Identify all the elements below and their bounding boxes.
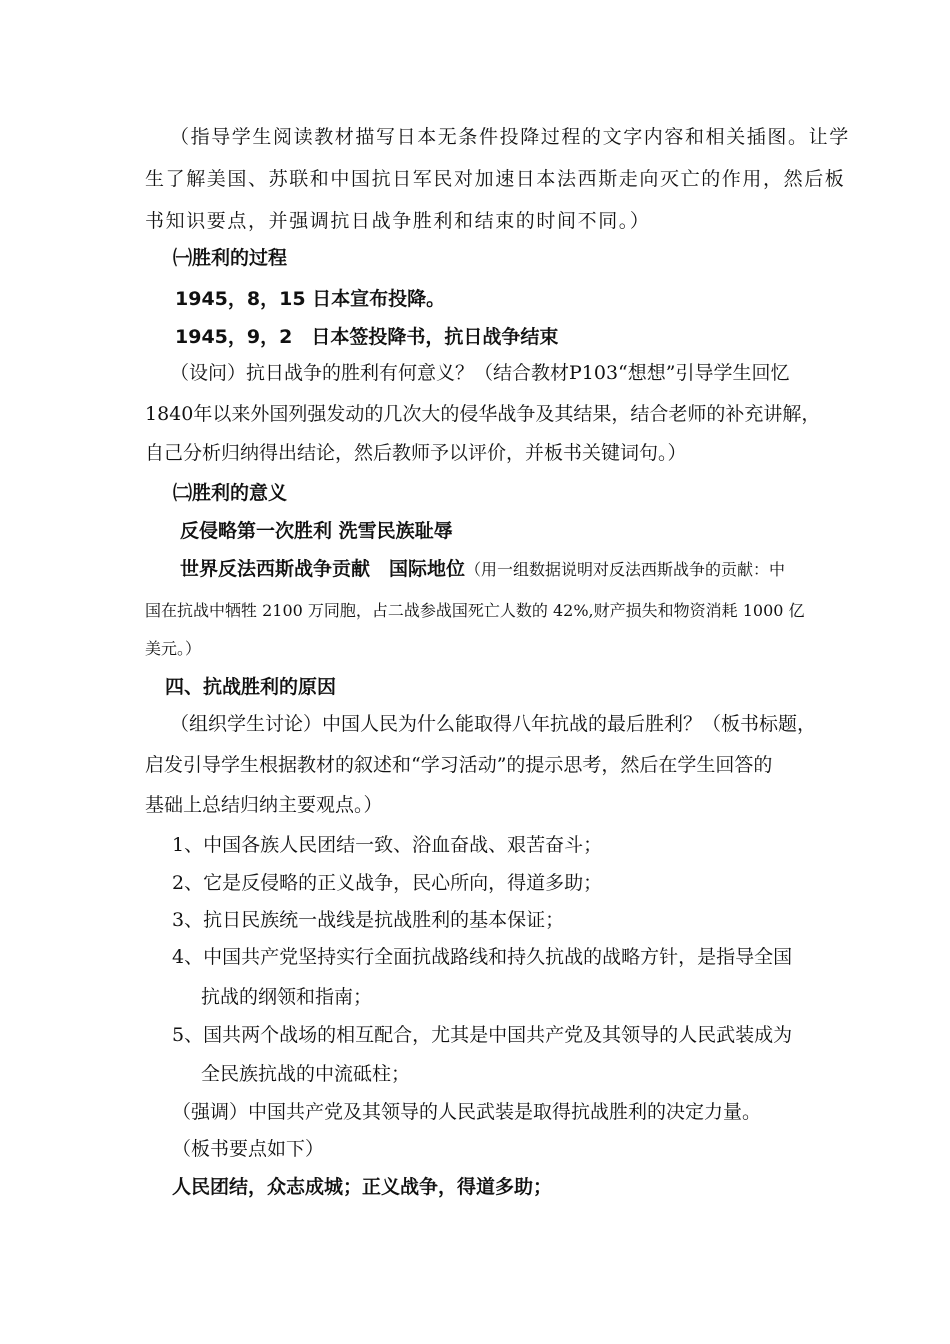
board-note-label: （板书要点如下）: [172, 1138, 325, 1160]
reason-item: 2、它是反侵略的正义战争，民心所向，得道多助；: [172, 872, 603, 894]
paragraph-line: 书知识要点，并强调抗日战争胜利和结束的时间不同。）: [145, 210, 651, 232]
paragraph-line: （设问）抗日战争的胜利有何意义？（结合教材P103“想想”引导学生回忆: [170, 362, 790, 384]
note-text: （用一组数据说明对反法西斯战争的贡献：中: [465, 560, 786, 579]
paragraph-line: 生了解美国、苏联和中国抗日军民对加速日本法西斯走向灭亡的作用，然后板: [145, 168, 846, 190]
paragraph-line: 基础上总结归纳主要观点。）: [145, 794, 383, 816]
section-heading-process: ㈠胜利的过程: [173, 247, 288, 269]
note-line: 国在抗战中牺牲 2100 万同胞，占二战参战国死亡人数的 42%,财产损失和物资消耗 1000 亿: [145, 601, 805, 620]
paragraph-line: 启发引导学生根据教材的叙述和“学习活动”的提示思考，然后在学生回答的: [145, 754, 773, 776]
emphasis-line: （强调）中国共产党及其领导的人民武装是取得抗战胜利的决定力量。: [172, 1101, 762, 1123]
significance-point: 世界反法西斯战争贡献 国际地位: [180, 558, 466, 580]
section-heading-reasons: 四、抗战胜利的原因: [165, 676, 337, 698]
significance-line: [180, 556, 785, 583]
reason-item-continued: 全民族抗战的中流砥柱；: [201, 1063, 411, 1085]
note-line: 美元。）: [145, 639, 202, 658]
timeline-entry: 1945，8，15 日本宣布投降。: [175, 288, 446, 310]
reason-item: 5、国共两个战场的相互配合，尤其是中国共产党及其领导的人民武装成为: [172, 1024, 793, 1046]
timeline-entry: 1945，9，2 日本签投降书，抗日战争结束: [175, 326, 559, 348]
paragraph-line: （组织学生讨论）中国人民为什么能取得八年抗战的最后胜利？（板书标题，: [170, 713, 817, 735]
reason-item-continued: 抗战的纲领和指南；: [201, 986, 373, 1008]
paragraph-line: （指导学生阅读教材描写日本无条件投降过程的文字内容和相关插图。让学: [170, 126, 850, 148]
significance-point: 反侵略第一次胜利 洗雪民族耻辱: [180, 520, 453, 542]
paragraph-line: 自己分析归纳得出结论，然后教师予以评价，并板书关键词句。）: [145, 442, 687, 464]
section-heading-significance: ㈡胜利的意义: [173, 482, 288, 504]
paragraph-line: 1840年以来外国列强发动的几次大的侵华战争及其结果，结合老师的补充讲解，: [145, 403, 821, 425]
reason-item: 1、中国各族人民团结一致、浴血奋战、艰苦奋斗；: [172, 834, 603, 856]
reason-item: 4、中国共产党坚持实行全面抗战路线和持久抗战的战略方针，是指导全国: [172, 946, 793, 968]
reason-item: 3、抗日民族统一战线是抗战胜利的基本保证；: [172, 909, 565, 931]
board-point: 人民团结，众志成城；正义战争，得道多助；: [172, 1176, 553, 1198]
